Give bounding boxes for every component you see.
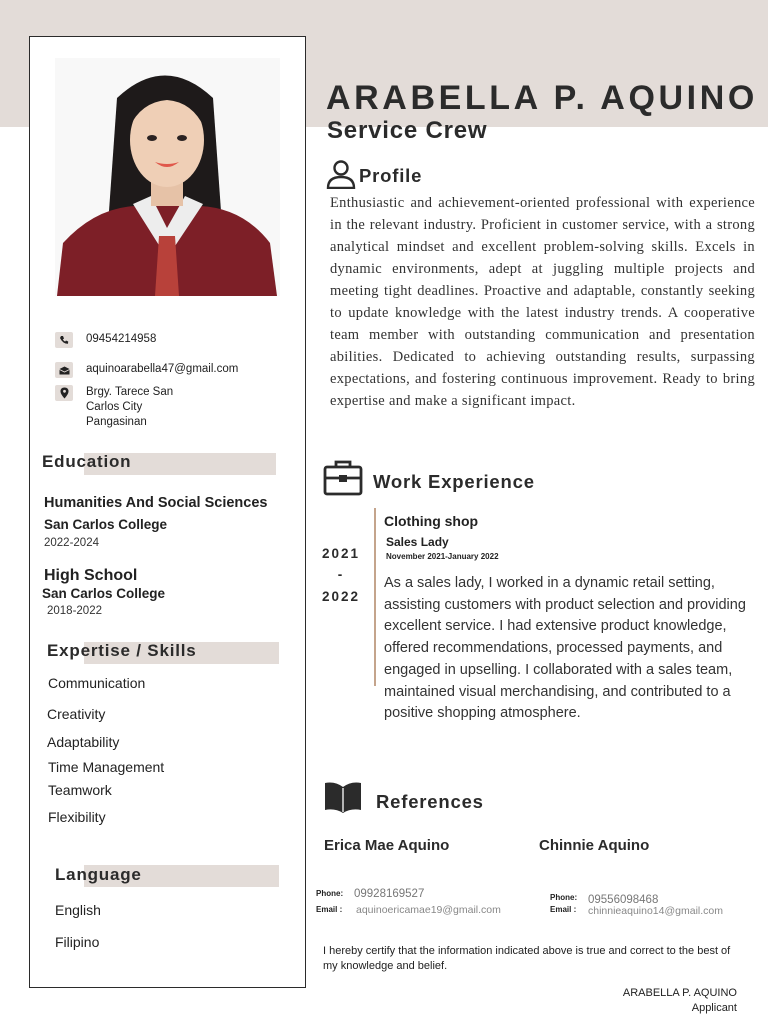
reference-phone-label-2: Phone: — [550, 893, 578, 902]
reference-email-label-2: Email : — [550, 905, 577, 914]
email-text: aquinoarabella47@gmail.com — [86, 363, 239, 375]
education-school-2: San Carlos College — [42, 586, 166, 601]
references-heading: References — [376, 791, 484, 812]
language-item: Filipino — [55, 934, 100, 950]
job-dates: November 2021-January 2022 — [386, 552, 499, 561]
reference-email-2: chinnieaquino14@gmail.com — [588, 905, 723, 917]
job-title: Sales Lady — [386, 535, 449, 549]
reference-phone-2: 09556098468 — [588, 894, 659, 906]
profile-photo — [55, 58, 280, 296]
address-line-2: Carlos City — [86, 401, 143, 413]
person-icon — [326, 160, 356, 194]
education-degree-2: High School — [44, 567, 138, 584]
briefcase-icon — [323, 459, 363, 501]
profile-summary: Enthusiastic and achievement-oriented professional with experience in the relevant industry. Proficient in customer service, with a strong analytical mindset and excellent problem-solving skills. Excels in dynamic environments, adept at juggling multiple projects and meeting tight deadlines. Proactive and adaptable, constantly seeking to update knowledge with the latest industry trends. A cooperative team member with outstanding communication and presentation abilities. Dedicated to achieving outstanding results, surpassing expectations, and fostering continuous improvement. Ready to bring expertise and make a significant impact. — [330, 195, 755, 409]
education-heading: Education — [42, 452, 132, 471]
job-company: Clothing shop — [384, 513, 479, 529]
contact-email — [55, 362, 238, 378]
applicant-name: ARABELLA P. AQUINO — [326, 79, 758, 117]
signature-block — [623, 986, 737, 1016]
certification-statement: I hereby certify that the information indicated above is true and correct to the best of my knowledge and belief. — [323, 945, 731, 972]
timeline-line — [374, 508, 376, 686]
location-pin-icon — [55, 385, 73, 401]
skill-item: Flexibility — [48, 809, 106, 825]
education-years-2: 2018-2022 — [47, 605, 102, 617]
skills-heading: Expertise / Skills — [47, 641, 197, 660]
applicant-role: Service Crew — [327, 117, 488, 144]
phone-icon — [55, 332, 73, 348]
reference-name-1: Erica Mae Aquino — [324, 837, 450, 854]
education-degree-1: Humanities And Social Sciences — [44, 495, 268, 511]
reference-phone-label-1: Phone: — [316, 889, 344, 898]
reference-email-1: aquinoericamae19@gmail.com — [356, 904, 501, 916]
reference-name-2: Chinnie Aquino — [539, 837, 650, 854]
skill-item: Adaptability — [47, 734, 120, 750]
signature-name: ARABELLA P. AQUINO — [622, 987, 737, 999]
language-heading: Language — [55, 865, 142, 884]
phone-text: 09454214958 — [86, 333, 157, 345]
address-line-3: Pangasinan — [86, 416, 147, 428]
signature-title: Applicant — [691, 1002, 737, 1014]
skill-item: Time Management — [48, 759, 165, 775]
envelope-icon — [55, 362, 73, 378]
work-heading: Work Experience — [373, 471, 535, 492]
address-text — [86, 385, 173, 430]
education-school-1: San Carlos College — [44, 517, 168, 532]
work-year-dash: - — [337, 567, 345, 582]
skill-item: Teamwork — [48, 782, 112, 798]
skill-item: Creativity — [47, 706, 106, 722]
address-line-1: Brgy. Tarece San — [86, 386, 174, 398]
contact-phone — [55, 332, 156, 348]
reference-email-label-1: Email : — [316, 905, 343, 914]
skill-item: Communication — [48, 675, 146, 691]
profile-heading: Profile — [359, 165, 423, 186]
open-book-icon — [323, 780, 363, 818]
job-description: As a sales lady, I worked in a dynamic retail setting, assisting customers with product selection and providing excellent service. I had extensive product knowledge, offered recommendations, processed payments, and engaged in upselling. I collaborated with a sales team, maintained visual merchandising, and contributed to a positive shopping atmosphere. — [384, 575, 746, 722]
work-year-start: 2021 — [321, 546, 361, 561]
contact-address — [55, 385, 173, 430]
education-years-1: 2022-2024 — [44, 537, 99, 549]
language-item: English — [55, 902, 101, 918]
reference-phone-1: 09928169527 — [354, 888, 425, 900]
work-year-end: 2022 — [321, 589, 361, 604]
